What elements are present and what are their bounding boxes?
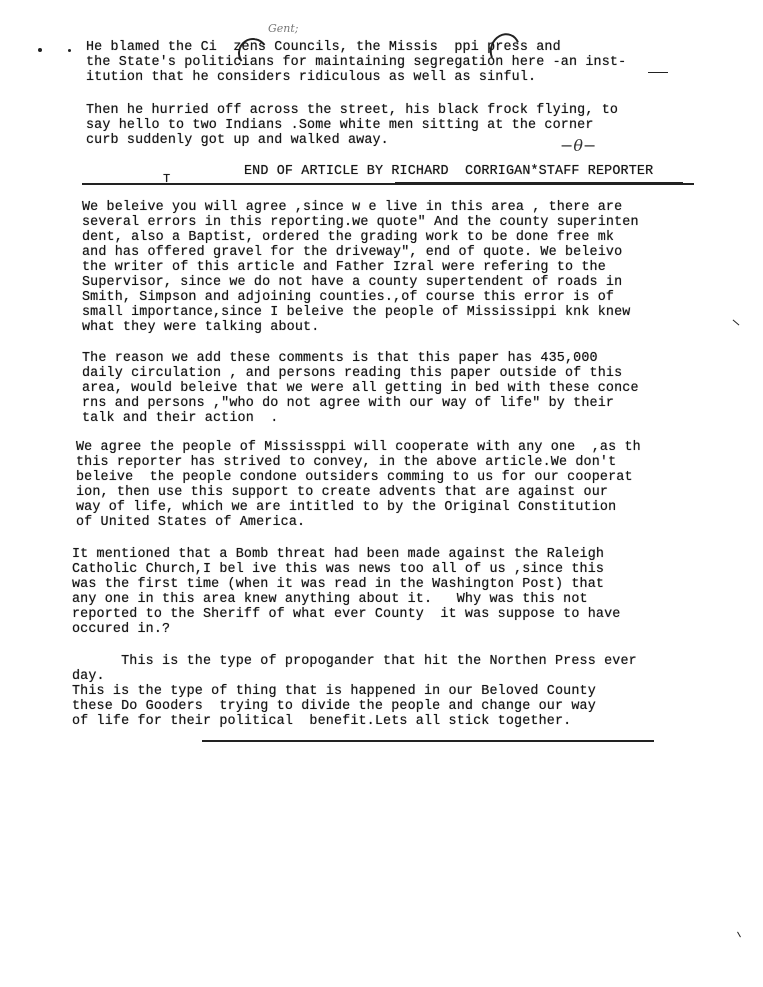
comment-p1-line: Smith, Simpson and adjoining counties.,of course this error is of: [82, 290, 615, 305]
margin-dot: [68, 49, 71, 52]
comment-p3-line: this reporter has strived to convey, in the above article.We don't: [76, 455, 617, 470]
comment-p4-line: reported to the Sheriff of what ever County it was suppose to have: [72, 607, 621, 622]
article-p1-line: the State's politicians for maintaining segregation here -an inst-: [86, 55, 627, 70]
comment-p2-line: daily circulation , and persons reading this paper outside of this: [82, 366, 623, 381]
article-p1-line: He blamed the Ci zens Councils, the Missis ppi press and: [86, 40, 561, 55]
comment-p4-line: any one in this area knew anything about it. Why was this not: [72, 592, 588, 607]
separator-rule: [395, 182, 683, 183]
article-p2-line: Then he hurried off across the street, his black frock flying, to: [86, 103, 619, 118]
comment-p5-line: these Do Gooders trying to divide the people and change our way: [72, 699, 596, 714]
comment-p1-line: and has offered gravel for the driveway", end of quote. We beleivo: [82, 245, 623, 260]
comment-p1-line: We beleive you will agree ,since w e live in this area , there are: [82, 200, 623, 215]
comment-p2-line: talk and their action .: [82, 411, 279, 426]
margin-dot: [38, 48, 42, 52]
closing-rule: [202, 740, 654, 742]
underline-mark: [648, 72, 668, 73]
comment-p3-line: of United States of America.: [76, 515, 306, 530]
comment-p4-line: Catholic Church,I bel ive this was news too all of us ,since this: [72, 562, 605, 577]
comment-p1-line: dent, also a Baptist, ordered the grading work to be done free mk: [82, 230, 615, 245]
comment-p3-line: way of life, which we are intitled to by the Original Constitution: [76, 500, 617, 515]
article-p2-line: say hello to two Indians .Some white men sitting at the corner: [86, 118, 594, 133]
comment-p1-line: Supervisor, since we do not have a county supertendent of roads in: [82, 275, 623, 290]
comment-p5-line: day.: [72, 669, 105, 684]
comment-p3-line: ion, then use this support to create advents that are against our: [76, 485, 609, 500]
comment-p4-line: was the first time (when it was read in the Washington Post) that: [72, 577, 605, 592]
stray-letter: T: [163, 172, 171, 186]
comment-p1-line: small importance,since I beleive the people of Mississippi knk knew: [82, 305, 631, 320]
comment-p2-line: area, would beleive that we were all getting in bed with these conce: [82, 381, 639, 396]
comment-p5-line: This is the type of propogander that hit the Northen Press ever: [72, 654, 637, 669]
comment-p3-line: We agree the people of Mississppi will cooperate with any one ,as th: [76, 440, 641, 455]
comment-p1-line: the writer of this article and Father Izral were refering to the: [82, 260, 606, 275]
margin-tick: [733, 320, 740, 326]
handwritten-annotation: Gent;: [268, 22, 299, 35]
comment-p5-line: This is the type of thing that is happened in our Beloved County: [72, 684, 596, 699]
handwritten-flourish: −θ−: [560, 136, 597, 155]
comment-p2-line: rns and persons ,"who do not agree with our way of life" by their: [82, 396, 615, 411]
article-p2-line: curb suddenly got up and walked away.: [86, 133, 389, 148]
margin-tick: [737, 932, 741, 938]
end-of-article-line: END OF ARTICLE BY RICHARD CORRIGAN*STAFF REPORTER: [244, 164, 654, 179]
comment-p4-line: occured in.?: [72, 622, 171, 637]
separator-rule: [82, 183, 694, 185]
comment-p2-line: The reason we add these comments is that this paper has 435,000: [82, 351, 598, 366]
comment-p3-line: beleive the people condone outsiders comming to us for our cooperat: [76, 470, 633, 485]
comment-p5-line: of life for their political benefit.Lets all stick together.: [72, 714, 572, 729]
comment-p1-line: what they were talking about.: [82, 320, 320, 335]
comment-p4-line: It mentioned that a Bomb threat had been made against the Raleigh: [72, 547, 605, 562]
article-p1-line: itution that he considers ridiculous as well as sinful.: [86, 70, 537, 85]
comment-p1-line: several errors in this reporting.we quote" And the county superinten: [82, 215, 639, 230]
